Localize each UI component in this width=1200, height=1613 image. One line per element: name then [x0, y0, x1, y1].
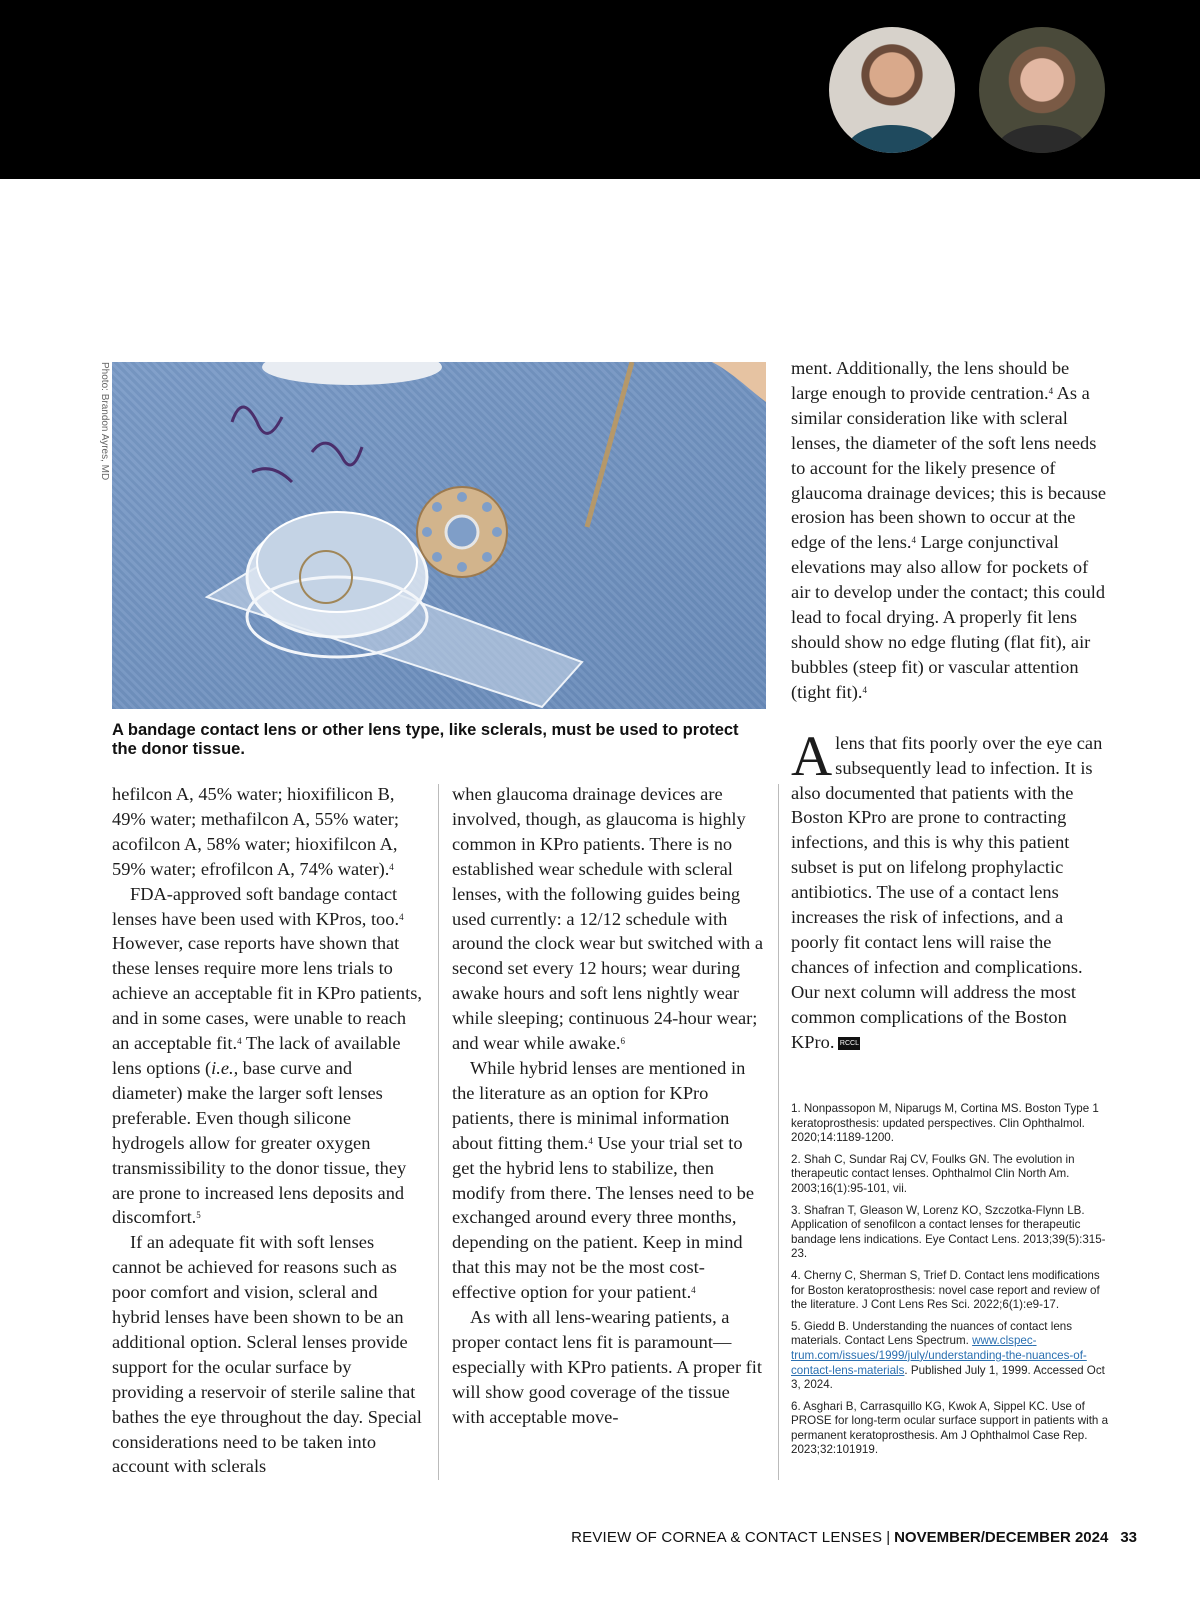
article-column-1 [112, 782, 424, 1479]
author-photo-1 [829, 27, 955, 153]
reference-item: 4. Cherny C, Sherman S, Trief D. Contact lens modifications for Boston keratoprosthesis: novel case report and review of the literature. J Cont Lens Res Sci. 2022;6(1):e9-17. [791, 1268, 1100, 1312]
paragraph: While hybrid lenses are mentioned in the literature as an option for KPro patients, there is minimal information about fitting them.$^4$ Use your trial set to get the hybrid lens to stabilize, then modify from there. The lenses need to be exchanged around every three months, depending on the patient. Keep in mind that this may not be the most cost-effective option for your patient.$^4$ [452, 1057, 754, 1303]
reference-item: 3. Shafran T, Gleason W, Lorenz KO, Szczotka-Flynn LB. Application of senofilcon a contact lenses for therapeutic bandage lens indications. Eye Contact Lens. 2013;39(5):315-23. [791, 1203, 1106, 1261]
author-photo-2 [979, 27, 1105, 153]
photo-credit: Photo: Brandon Ayres, MD [99, 362, 110, 481]
issue-date: NOVEMBER/DECEMBER 2024 [894, 1529, 1109, 1546]
column-divider [778, 784, 779, 1480]
reference-item: 6. Asghari B, Carrasquillo KG, Kwok A, Sippel KC. Use of PROSE for long-term ocular surface support in patients with a permanent keratoprosthesis. Am J Ophthalmol Case Rep. 2023;32:101919. [791, 1399, 1109, 1457]
references [791, 1102, 1109, 1465]
end-of-article-icon: RCCL [838, 1037, 860, 1050]
column-divider [438, 784, 439, 1480]
paragraph: hefilcon A, 45% water; hioxifilicon B, 49% water; methafilcon A, 55% water; acofilcon A, 58% water; hioxifilcon A, 59% water; efrofilcon A, 74% water).$^4$ [112, 784, 400, 879]
paragraph: ment. Additionally, the lens should be large enough to provide centration.$^4$ As a similar consideration like with scleral lenses, the diameter of the soft lens needs to account for the likely presence of glaucoma drainage devices; this is because erosion has been shown to occur at the edge of the lens.$^4$ Large conjunctival elevations may also allow for pockets of air to develop under the contact; this could lead to focal drying. A properly fit lens should show no edge fluting (flat fit), air bubbles (steep fit) or vascular attention (tight fit).$^4$ [791, 358, 1107, 702]
header-band [0, 0, 1200, 179]
photo-caption: A bandage contact lens or other lens type, like sclerals, must be used to protect the donor tissue. [112, 721, 739, 758]
paragraph: A lens that fits poorly over the eye can subsequently lead to infection. It is also documented that patients with the Boston KPro are prone to contracting infections, and this is why this patient subset is put on lifelong prophylactic antibiotics. The use of a contact lens increases the risk of infections, and a poorly fit contact lens will raise the chances of infection and complications. Our next column will address the most common complications of the Boston KPro. RCCL [791, 724, 1103, 1052]
reference-item: 5. Giedd B. Understanding the nuances of contact lens materials. Contact Lens Spectrum. www.clspectrum.com/issues/1999/july/understanding-the-nuances-of-contact-lens-materials. Published July 1, 1999. Accessed Oct 3, 2024. [791, 1319, 1105, 1392]
footer-separator: | [886, 1529, 891, 1546]
page-footer [571, 1529, 1137, 1546]
article-column-3 [791, 356, 1107, 1054]
reference-link[interactable]: www.clspectrum.com/issues/1999/july/understanding-the-nuances-of-contact-lens-materials [791, 1334, 1087, 1377]
page-number: 33 [1120, 1529, 1137, 1546]
drop-cap: A [791, 724, 833, 788]
publication-name: REVIEW OF CORNEA & CONTACT LENSES [571, 1529, 883, 1546]
reference-item: 2. Shah C, Sundar Raj CV, Foulks GN. The evolution in therapeutic contact lenses. Ophthalmol Clin North Am. 2003;16(1):95-101, vii. [791, 1152, 1075, 1195]
paragraph: If an adequate fit with soft lenses cannot be achieved for reasons such as poor comfort and vision, scleral and hybrid lenses have been shown to be an additional option. Scleral lenses provide support for the ocular surface by providing a reservoir of sterile saline that bathes the eye throughout the day. Special considerations need to be taken into account with sclerals [112, 1232, 422, 1477]
reference-item: 1. Nonpassopon M, Niparugs M, Cortina MS. Boston Type 1 keratoprosthesis: updated perspectives. Clin Ophthalmol. 2020;14:1189-1200. [791, 1102, 1099, 1145]
lens-photo [112, 362, 766, 709]
paragraph: FDA-approved soft bandage contact lenses have been used with KPros, too.$^4$ However, case reports have shown that these lenses require more lens trials to achieve an acceptable fit in KPro patients, and in some cases, were unable to reach an acceptable fit.$^4$ The lack of available lens options (i.e., base curve and diameter) make the larger soft lenses preferable. Even though silicone hydrogels allow for greater oxygen transmissibility to the donor tissue, they are prone to increased lens deposits and discomfort.$^5$ [112, 883, 422, 1228]
paragraph: when glaucoma drainage devices are involved, though, as glaucoma is highly common in KPro patients. There is no established wear schedule with scleral lenses, with the following guides being used currently: a 12/12 schedule with around the clock wear but switched with a second set every 12 hours; wear during awake hours and soft lens nightly wear while sleeping; continuous 24-hour wear; and wear while awake.$^6$ [452, 784, 764, 1054]
article-column-2 [452, 782, 764, 1430]
paragraph: As with all lens-wearing patients, a proper contact lens fit is paramount—especially with KPro patients. A proper fit will show good coverage of the tissue with acceptable move- [452, 1307, 763, 1427]
